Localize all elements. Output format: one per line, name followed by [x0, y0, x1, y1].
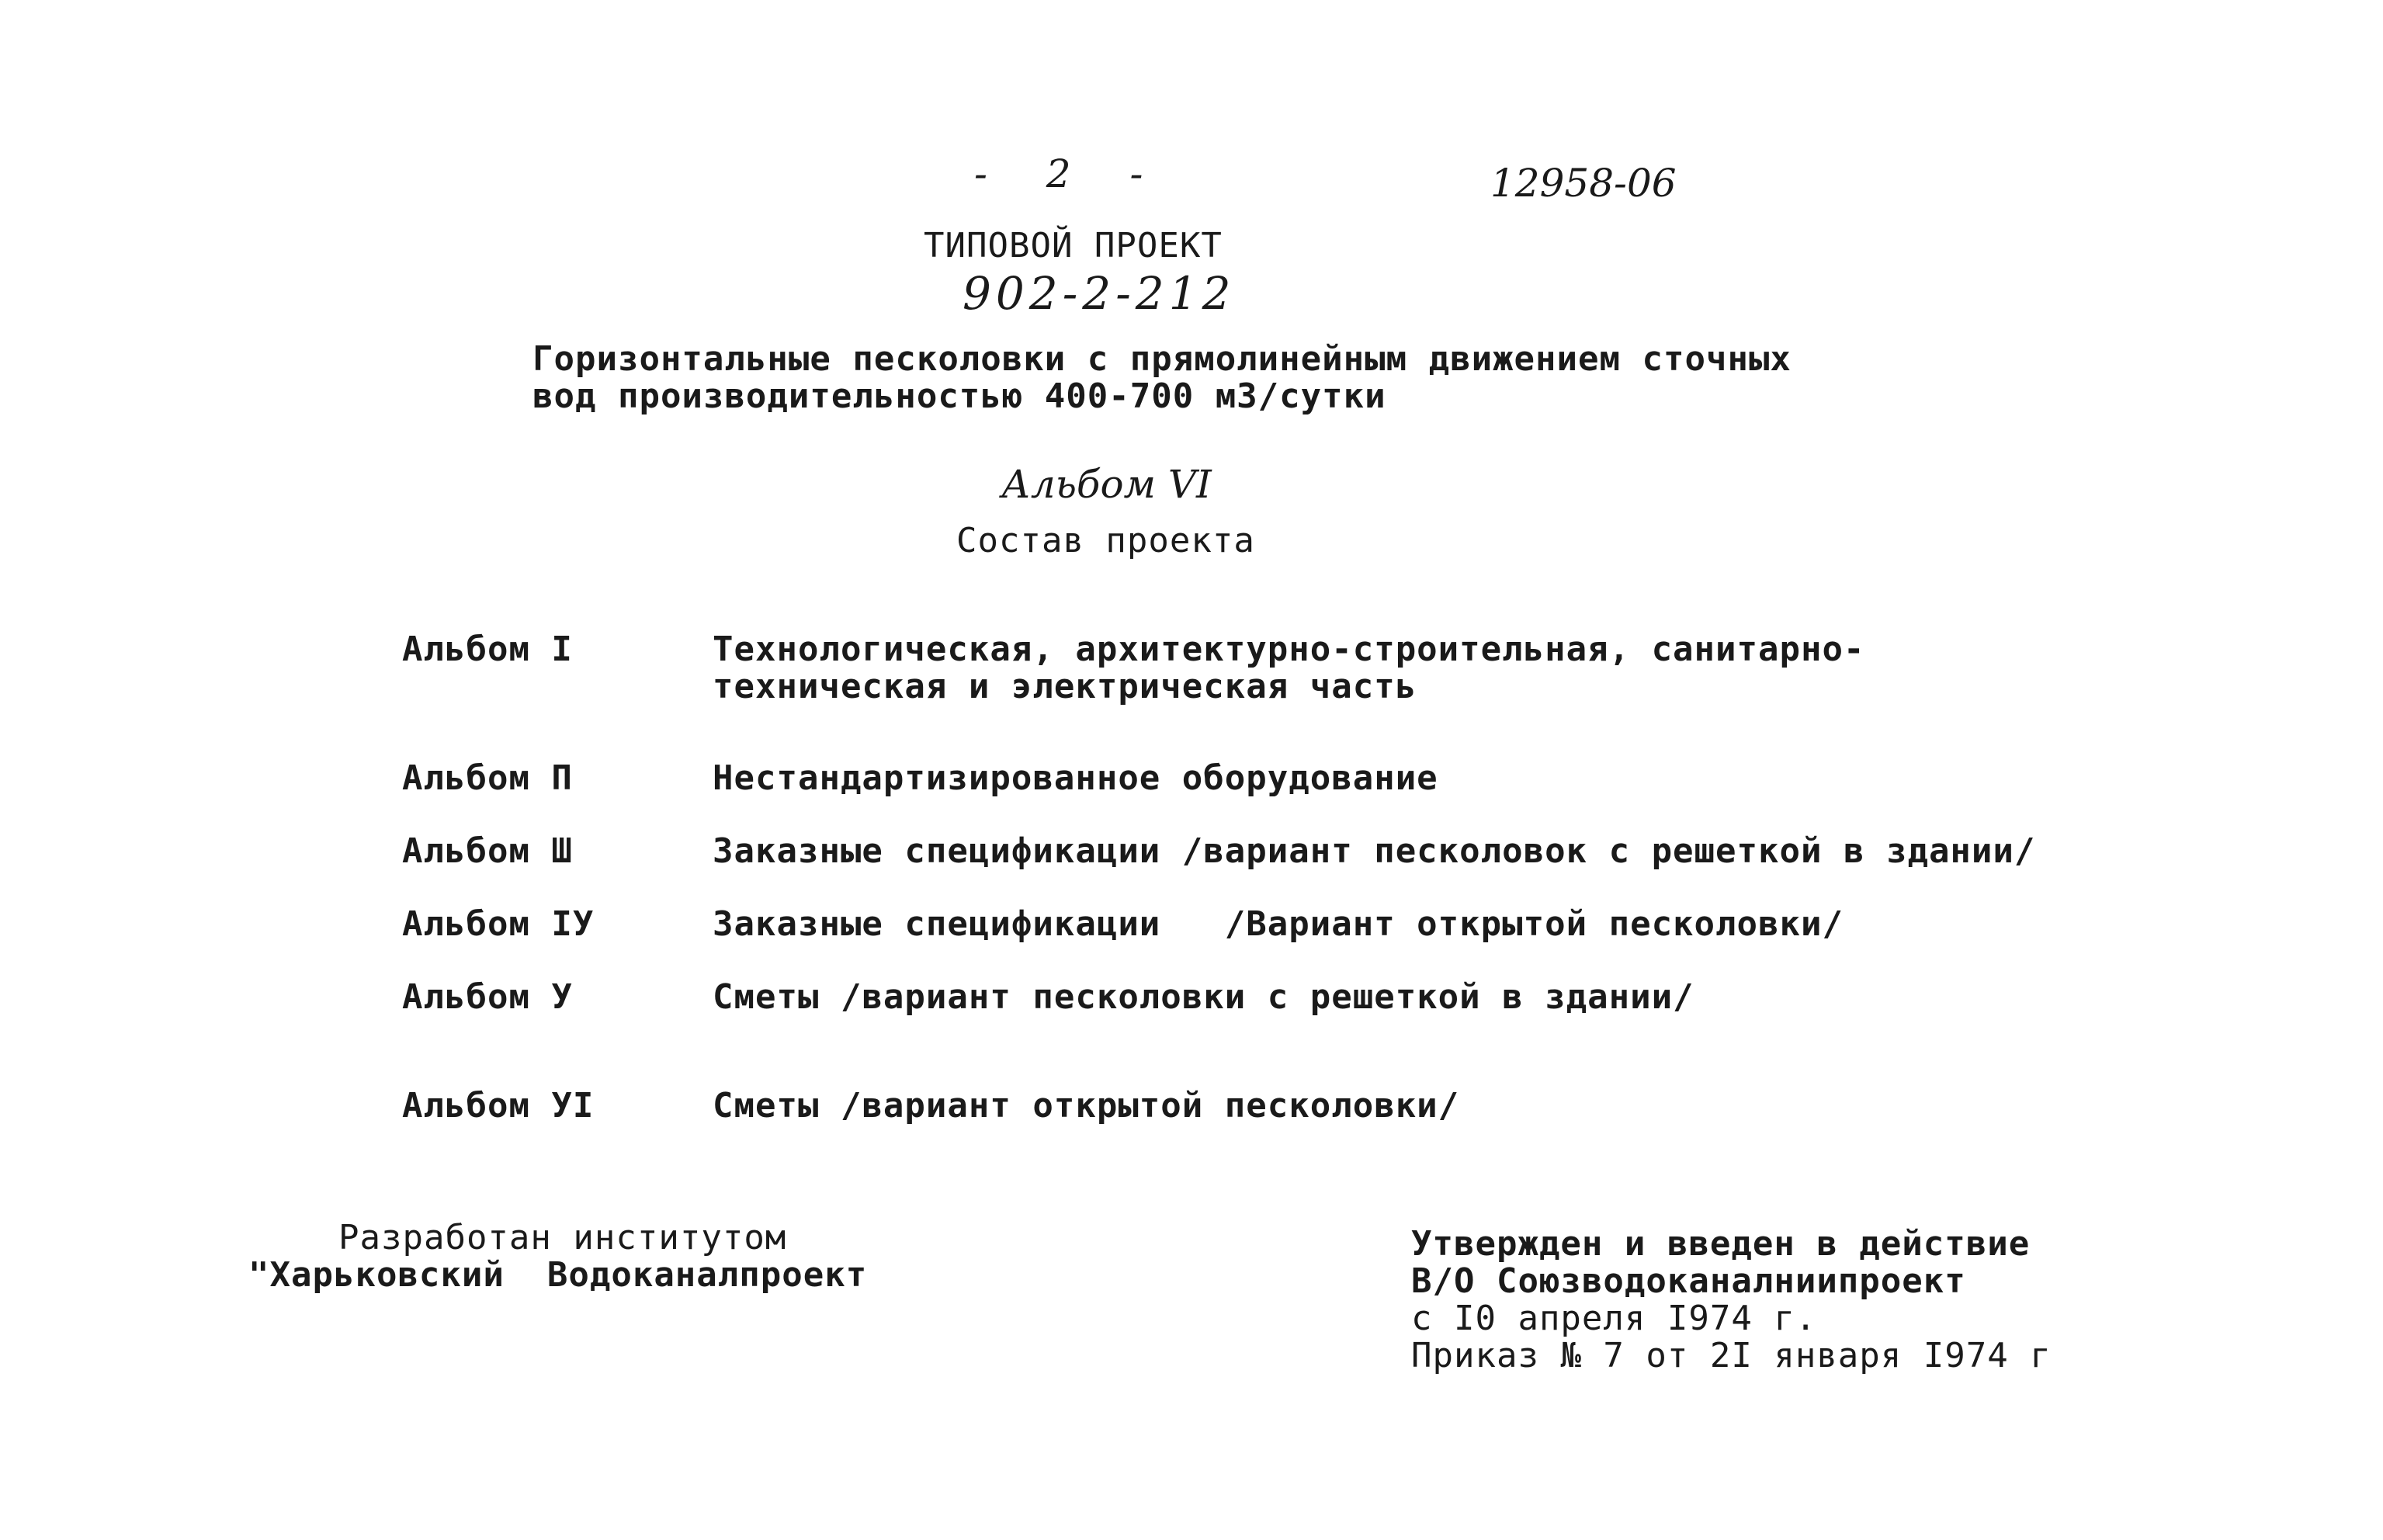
document-code: 12958-06: [1490, 161, 1677, 206]
developer-line-2: "Харьковский Водоканалпроект: [248, 1255, 868, 1295]
project-description-line-1: Горизонтальные песколовки с прямолинейным движением сточных: [532, 339, 1792, 379]
page-number: - 2 -: [974, 151, 1167, 196]
section-heading: Состав проекта: [956, 521, 1255, 560]
approval-line-1: Утвержден и введен в действие: [1411, 1224, 2031, 1264]
album-description-line: Нестандартизированное оборудование: [713, 758, 1438, 798]
current-album: Альбом VI: [1001, 462, 1212, 507]
album-description-line: Заказные спецификации /вариант песколовок с решеткой в здании/: [713, 831, 2036, 871]
developer-line-1: Разработан институтом: [338, 1218, 787, 1257]
album-description-line: Сметы /вариант песколовки с решеткой в здании/: [713, 977, 1694, 1017]
album-description-line: Сметы /вариант открытой песколовки/: [713, 1086, 1460, 1126]
album-description-line: Технологическая, архитектурно-строительная, санитарно-: [713, 630, 1865, 669]
album-label: Альбом Ш: [402, 831, 573, 871]
project-description-line-2: вод производительностью 400-700 м3/сутки: [532, 376, 1386, 416]
project-number: 902-2-212: [963, 267, 1236, 320]
approval-line-2: В/О Союзводоканалниипроект: [1411, 1261, 1966, 1301]
approval-line-4: Приказ № 7 от 2I января I974 г: [1411, 1336, 2052, 1375]
album-label: Альбом I: [402, 630, 573, 669]
album-label: Альбом П: [402, 758, 573, 798]
album-label: Альбом УI: [402, 1086, 595, 1126]
project-kind: ТИПОВОЙ ПРОЕКТ: [924, 226, 1223, 265]
album-description-line: Заказные спецификации /Вариант открытой песколовки/: [713, 904, 1844, 944]
album-label: Альбом У: [402, 977, 573, 1017]
album-label: Альбом IУ: [402, 904, 595, 944]
approval-line-3: с I0 апреля I974 г.: [1411, 1299, 1817, 1338]
album-description-line: техническая и электрическая часть: [713, 667, 1417, 706]
